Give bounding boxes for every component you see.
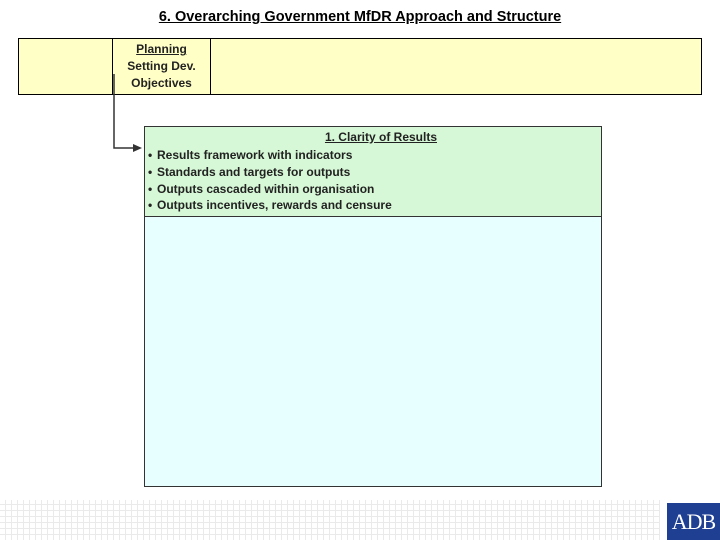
list-item: • Outputs incentives, rewards and censure [148, 197, 392, 214]
footer-pattern [0, 500, 660, 540]
list-item: • Outputs cascaded within organisation [148, 181, 392, 198]
results-title: 1. Clarity of Results [324, 130, 437, 144]
results-header [145, 127, 601, 217]
planning-cell [112, 38, 211, 95]
planning-label: Planning [136, 42, 187, 56]
results-list [148, 147, 392, 214]
planning-sublabel-1: Setting Dev. [127, 59, 196, 73]
list-item: • Standards and targets for outputs [148, 164, 392, 181]
adb-logo: ADB [667, 503, 720, 540]
slide-title: 6. Overarching Government MfDR Approach and Structure [158, 9, 562, 25]
list-item: • Results framework with indicators [148, 147, 392, 164]
arrowhead-icon [133, 144, 142, 152]
planning-sublabel-2: Objectives [131, 76, 192, 90]
results-box [144, 126, 602, 487]
